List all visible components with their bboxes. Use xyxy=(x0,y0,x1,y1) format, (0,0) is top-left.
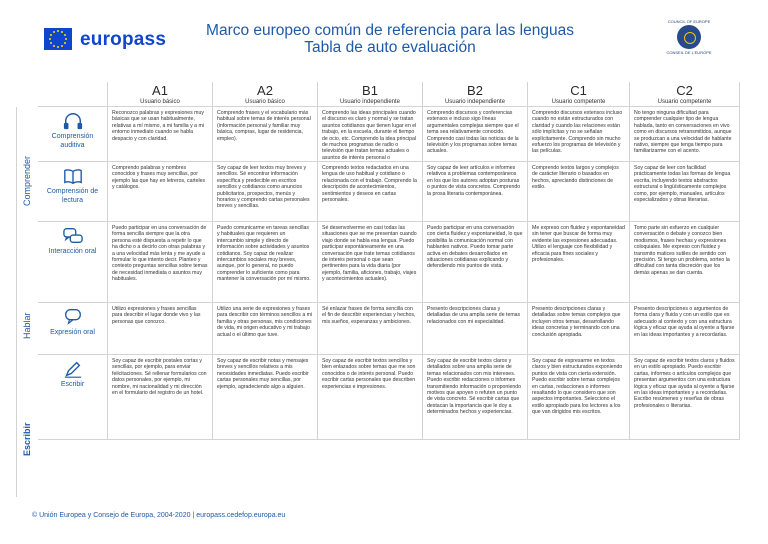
level-code: A2 xyxy=(257,83,273,98)
descriptor-cell: Soy capaz de leer con facilidad prácticamente todas las formas de lengua escrita, incluyendo textos abstractos estructural o lingüísticamente complejos como, por ejemplo, manuales, artículos especializados y obras literarias. xyxy=(630,162,740,222)
title-line-1: Marco europeo común de referencia para las lenguas xyxy=(206,22,574,39)
descriptor-cell: Comprendo las ideas principales cuando el discurso es claro y normal y se tratan asuntos cotidianos que tienen lugar en el trabajo, en la escuela, durante el tiempo de ocio, etc. Comprendo la idea principal de muchos programas de radio o televisión que tratan temas actuales o asuntos de interés personal o xyxy=(318,107,423,162)
footer-copyright: © Unión Europea y Consejo de Europa, 2004-2020 | europass.cedefop.europa.eu xyxy=(32,512,286,519)
grid-corner xyxy=(38,82,108,107)
descriptor-cell: Comprendo discursos y conferencias extensos e incluso sigo líneas argumentales complejas siempre que el tema sea relativamente conocido. Comprendo casi todas las noticias de la televisión y los programas sobre temas actuales. xyxy=(423,107,528,162)
level-header-b2 xyxy=(423,82,528,107)
skill-label-text: Escribir xyxy=(60,381,85,388)
level-header-a2 xyxy=(213,82,318,107)
skill-label-spoken-production xyxy=(38,303,108,355)
descriptor-cell: Puedo participar en una conversación con cierta fluidez y espontaneidad, lo que posibilita la comunicación normal con hablantes nativos. Puedo tomar parte activa en debates desarrollados en situaciones cotidianas explicando y defendiendo mis puntos de vista. xyxy=(423,222,528,303)
coe-emblem-icon xyxy=(677,25,701,49)
descriptor-cell: Sé enlazar frases de forma sencilla con el fin de describir experiencias y hechos, mis sueños, esperanzas y ambiciones. xyxy=(318,303,423,355)
level-header-a1 xyxy=(108,82,213,107)
skill-label-reading xyxy=(38,162,108,222)
level-name: Usuario independiente xyxy=(444,99,506,105)
descriptor-cell: Comprendo textos redactados en una lengua de uso habitual y cotidiano o relacionada con el trabajo. Comprendo la descripción de acontecimientos, sentimientos y deseos en cartas personales. xyxy=(318,162,423,222)
descriptor-cell: Soy capaz de leer textos muy breves y sencillos. Sé encontrar información específica y predecible en escritos sencillos y cotidianos como anuncios publicitarios, prospectos, menús y horarios y comprendo cartas personales breves y sencillas. xyxy=(213,162,318,222)
descriptor-cell: Soy capaz de escribir textos claros y fluidos en un estilo apropiado. Puedo escribir cartas, informes o artículos complejos que presentan argumentos con una estructura lógica y eficaz que ayuda al oyente a fijarse en las ideas importantes y a recordarlas. Escribo resúmenes y reseñas de obras profesionales o literarias. xyxy=(630,355,740,440)
descriptor-cell: Tomo parte sin esfuerzo en cualquier conversación o debate y conozco bien modismos, frases hechas y expresiones coloquiales. Me expreso con fluidez y transmito matices sutiles de sentido con precisión. Si tengo un problema, sorteo la dificultad con tanta discreción que los demás apenas se dan cuenta. xyxy=(630,222,740,303)
brand-name: europass xyxy=(80,29,167,50)
council-of-europe-logo xyxy=(665,19,713,55)
speech-bubble-icon xyxy=(62,307,84,327)
skill-label-spoken-interaction xyxy=(38,222,108,303)
level-header-b1 xyxy=(318,82,423,107)
level-header-c1 xyxy=(528,82,630,107)
descriptor-cell: Comprendo discursos extensos incluso cuando no están estructurados con claridad y cuando las relaciones están sólo implícitas y no se señalan explícitamente. Comprendo sin mucho esfuerzo los programas de televisión y las películas. xyxy=(528,107,630,162)
descriptor-cell: Soy capaz de escribir postales cortas y sencillas, por ejemplo, para enviar felicitaciones. Sé rellenar formularios con datos personales, por ejemplo, mi nombre, mi nacionalidad y mi dirección en el formulario del registro de un hotel. xyxy=(108,355,213,440)
descriptor-cell: Soy capaz de escribir notas y mensajes breves y sencillos relativos a mis necesidades inmediatas. Puedo escribir cartas personales muy sencillas, por ejemplo, agradeciendo algo a alguien. xyxy=(213,355,318,440)
skill-label-writing xyxy=(38,355,108,440)
book-icon xyxy=(62,166,84,186)
descriptor-cell: Comprendo palabras y nombres conocidos y frases muy sencillas, por ejemplo las que hay en letreros, carteles y catálogos. xyxy=(108,162,213,222)
pen-icon xyxy=(62,359,84,379)
level-code: B1 xyxy=(362,83,378,98)
headphones-icon xyxy=(62,111,84,131)
level-name: Usuario competente xyxy=(551,99,606,105)
descriptor-cell: Puedo comunicarme en tareas sencillas y habituales que requieren un intercambio simple y directo de información sobre actividades y asuntos cotidianos. Soy capaz de realizar intercambios sociales muy breves, aunque, por lo general, no puedo comprender lo suficiente como para mantener la conversación por mí mismo. xyxy=(213,222,318,303)
coe-label-bottom: CONSEIL DE L'EUROPE xyxy=(666,50,712,55)
descriptor-cell: Soy capaz de leer artículos e informes relativos a problemas contemporáneos en los que los autores adoptan posturas o puntos de vista concretos. Comprendo la prosa literaria contemporánea. xyxy=(423,162,528,222)
level-code: C2 xyxy=(676,83,693,98)
self-assessment-grid xyxy=(38,82,740,497)
level-code: C1 xyxy=(570,83,587,98)
skill-label-text: Interacción oral xyxy=(48,248,97,255)
skill-label-text: Expresión oral xyxy=(50,329,95,336)
category-escribir: Escribir xyxy=(16,381,36,497)
descriptor-cell: Soy capaz de escribir textos claros y detallados sobre una amplia serie de temas relacionados con mis intereses. Puedo escribir redacciones o informes transmitiendo información o proponiendo motivos que apoyen o refuten un punto de vista concreto. Sé escribir cartas que destacan la importancia que le doy a determinados hechos y experiencias. xyxy=(423,355,528,440)
category-hablar: Hablar xyxy=(16,255,36,396)
level-name: Usuario independiente xyxy=(339,99,401,105)
skill-label-text: Comprensión auditiva xyxy=(51,133,94,149)
dialog-icon xyxy=(62,226,84,246)
descriptor-cell: Presento descripciones o argumentos de forma clara y fluida y con un estilo que es adecuado al contexto y con una estructura lógica y eficaz que ayuda al oyente a fijarse en las ideas importantes y a recordarlas. xyxy=(630,303,740,355)
level-code: B2 xyxy=(467,83,483,98)
descriptor-cell: Puedo participar en una conversación de forma sencilla siempre que la otra persona esté dispuesta a repetir lo que ha dicho o a decirlo con otras palabras y a una velocidad más lenta y me ayude a formular lo que intento decir. Planteo y contesto preguntas sencillas sobre temas de necesidad inmediata o asuntos muy habituales. xyxy=(108,222,213,303)
descriptor-cell: Presento descripciones claras y detalladas sobre temas complejos que incluyen otros temas, desarrollando ideas concretas y terminando con una conclusión apropiada. xyxy=(528,303,630,355)
level-header-c2 xyxy=(630,82,740,107)
descriptor-cell: Comprendo textos largos y complejos de carácter literario o basados en hechos, apreciando distinciones de estilo. xyxy=(528,162,630,222)
level-code: A1 xyxy=(152,83,168,98)
level-name: Usuario básico xyxy=(245,99,285,105)
level-name: Usuario básico xyxy=(140,99,180,105)
level-name: Usuario competente xyxy=(657,99,712,105)
eu-flag-icon xyxy=(44,28,72,50)
descriptor-cell: Soy capaz de escribir textos sencillos y bien enlazados sobre temas que me son conocidos o de interés personal. Puedo escribir cartas personales que describen experiencias e impresiones. xyxy=(318,355,423,440)
page-title xyxy=(180,22,600,56)
page-header xyxy=(0,0,768,78)
descriptor-cell: Sé desenvolverme en casi todas las situaciones que se me presentan cuando viajo donde se habla esa lengua. Puedo participar espontáneamente en una conversación que trate temas cotidianos de interés personal o que sean pertinentes para la vida diaria (por ejemplo, familia, aficiones, trabajo, viajes y acontecimientos actuales). xyxy=(318,222,423,303)
coe-label-top: COUNCIL OF EUROPE xyxy=(667,19,711,24)
skill-label-text: Comprensión de lectura xyxy=(46,188,99,204)
descriptor-cell: Me expreso con fluidez y espontaneidad sin tener que buscar de forma muy evidente las expresiones adecuadas. Utilizo el lenguaje con flexibilidad y eficacia para fines sociales y profesionales. xyxy=(528,222,630,303)
descriptor-cell: Comprendo frases y el vocabulario más habitual sobre temas de interés personal (información personal y familiar muy básica, compras, lugar de residencia, empleo). xyxy=(213,107,318,162)
descriptor-cell: No tengo ninguna dificultad para comprender cualquier tipo de lengua hablada, tanto en conversaciones en vivo como en discursos retransmitidos, aunque se produzcan a una velocidad de hablante nativo, siempre que tenga tiempo para familiarizarme con el acento. xyxy=(630,107,740,162)
descriptor-cell: Utilizo expresiones y frases sencillas para describir el lugar donde vivo y las personas que conozco. xyxy=(108,303,213,355)
title-line-2: Tabla de auto evaluación xyxy=(304,39,476,56)
skill-label-listening xyxy=(38,107,108,162)
descriptor-cell: Presento descripciones claras y detalladas de una amplia serie de temas relacionados con mi especialidad. xyxy=(423,303,528,355)
category-comprender: Comprender xyxy=(16,107,36,255)
descriptor-cell: Reconozco palabras y expresiones muy básicas que se usan habitualmente, relativas a mí mismo, a mi familia y a mi entorno inmediato cuando se habla despacio y con claridad. xyxy=(108,107,213,162)
descriptor-cell: Utilizo una serie de expresiones y frases para describir con términos sencillos a mi familia y otras personas, mis condiciones de vida, mi origen educativo y mi trabajo actual o el último que tuve. xyxy=(213,303,318,355)
descriptor-cell: Soy capaz de expresarme en textos claros y bien estructurados exponiendo puntos de vista con cierta extensión. Puedo escribir sobre temas complejos en cartas, redacciones o informes resaltando lo que considero que son aspectos importantes. Selecciono el estilo apropiado para los lectores a los que van dirigidos mis escritos. xyxy=(528,355,630,440)
